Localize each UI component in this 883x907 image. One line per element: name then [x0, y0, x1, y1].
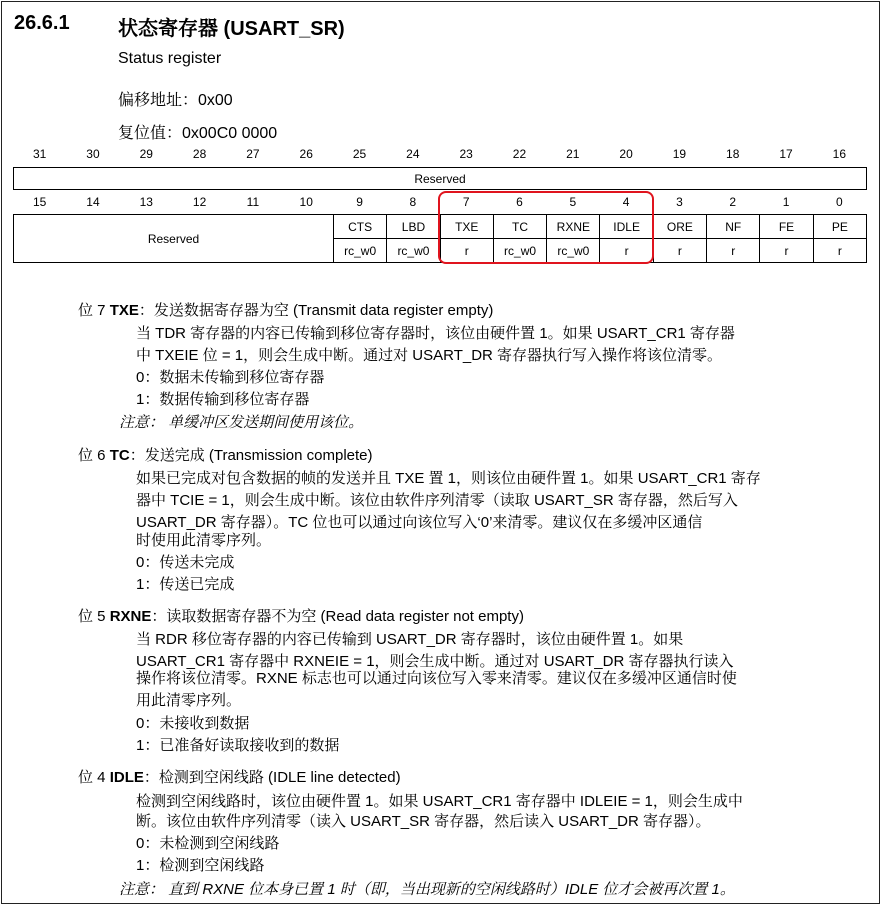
bit5-desc-line: 操作将该位清零。RXNE 标志也可以通过向该位写入零来清零。建议仅在多缓冲区通信时使	[136, 670, 737, 687]
bit7-value-0: 0：数据未传输到移位寄存器	[136, 369, 325, 386]
bit-number: 29	[139, 147, 153, 161]
field-name: TXE	[440, 215, 493, 239]
bit-number: 17	[779, 147, 793, 161]
bit4-desc-line: 断。该位由软件序列清零（读入 USART_SR 寄存器，然后读入 USART_DR 寄存器）。	[136, 813, 711, 830]
bit-number: 3	[676, 195, 683, 209]
register-subtitle: Status register	[118, 50, 222, 67]
offset-address: 偏移地址：0x00	[118, 92, 233, 109]
section-title: 状态寄存器 (USART_SR)	[118, 18, 345, 40]
bit-number: 16	[832, 147, 847, 161]
field-access: r	[813, 239, 866, 263]
bit5-value-1: 1：已准备好读取接收到的数据	[136, 737, 340, 754]
bit-number: 8	[409, 195, 417, 209]
bit-number: 1	[782, 195, 790, 209]
bit7-desc-line: 中 TXEIE 位 = 1，则会生成中断。通过对 USART_DR 寄存器执行写入操作将该位清零。	[136, 347, 723, 364]
bit5-value-0: 0：未接收到数据	[136, 715, 250, 732]
bit6-desc-line: 时使用此清零序列。	[136, 532, 272, 549]
bit-number: 4	[622, 195, 630, 209]
field-access: rc_w0	[493, 239, 546, 263]
bit6-value-1: 1：传送已完成	[136, 576, 235, 593]
bit-number: 2	[729, 195, 737, 209]
bit4-note: 注意： 直到 RXNE 位本身已置 1 时（即，当出现新的空闲线路时）IDLE 位才会被再次置 1。	[119, 881, 735, 898]
bit-number: 31	[32, 147, 47, 161]
bit-number: 27	[246, 147, 260, 161]
reserved-cell-low: Reserved	[14, 215, 334, 263]
bit-number: 25	[352, 147, 367, 161]
field-access: rc_w0	[334, 239, 387, 263]
field-access: r	[707, 239, 760, 263]
field-access: r	[653, 239, 706, 263]
field-access: r	[600, 239, 653, 263]
bit-number: 26	[299, 147, 313, 161]
field-name: CTS	[334, 215, 387, 239]
bit-number: 15	[32, 195, 47, 209]
field-access: rc_w0	[547, 239, 600, 263]
bit-number: 7	[462, 195, 470, 209]
bit7-desc-line: 当 TDR 寄存器的内容已传输到移位寄存器时，该位由硬件置 1。如果 USART_CR1 寄存器	[136, 325, 735, 342]
section-number: 26.6.1	[14, 12, 70, 34]
bit4-heading: 位 4 IDLE：检测到空闲线路 (IDLE line detected)	[78, 769, 401, 786]
bit7-value-1: 1：数据传输到移位寄存器	[136, 391, 310, 408]
field-access: r	[760, 239, 813, 263]
bit-number: 0	[836, 195, 843, 209]
bit6-heading: 位 6 TC：发送完成 (Transmission complete)	[78, 447, 373, 464]
field-access: r	[440, 239, 493, 263]
bit4-desc-line: 检测到空闲线路时，该位由硬件置 1。如果 USART_CR1 寄存器中 IDLEIE = 1，则会生成中	[136, 793, 743, 810]
bit7-note: 注意： 单缓冲区发送期间使用该位。	[119, 414, 364, 431]
bit-number: 13	[139, 195, 153, 209]
field-name: NF	[707, 215, 760, 239]
field-name: FE	[760, 215, 813, 239]
bit-number: 24	[406, 147, 420, 161]
bit-number: 11	[246, 195, 260, 209]
field-name: PE	[813, 215, 866, 239]
bit-number: 14	[86, 195, 100, 209]
register-table-high	[13, 167, 867, 190]
bit-number: 10	[299, 195, 313, 209]
reset-value: 复位值：0x00C0 0000	[118, 125, 278, 142]
bit5-desc-line: 用此清零序列。	[136, 692, 242, 709]
bit4-value-0: 0：未检测到空闲线路	[136, 835, 280, 852]
bit-number: 12	[192, 195, 207, 209]
bit-number: 19	[672, 147, 687, 161]
field-name: LBD	[387, 215, 440, 239]
bit-number: 5	[569, 195, 577, 209]
bit-number: 18	[726, 147, 740, 161]
bit-number: 23	[459, 147, 473, 161]
bit5-heading: 位 5 RXNE：读取数据寄存器不为空 (Read data register not empty)	[78, 608, 524, 625]
highlight-box	[438, 191, 654, 264]
bit-number: 28	[192, 147, 207, 161]
bit6-desc-line: USART_DR 寄存器）。TC 位也可以通过向该位写入‘0’来清零。建议仅在多缓冲区通信	[136, 514, 703, 531]
bit5-desc-line: 当 RDR 移位寄存器的内容已传输到 USART_DR 寄存器时，该位由硬件置 1。如果	[136, 631, 684, 648]
bit-number: 30	[86, 147, 100, 161]
bit5-desc-line: USART_CR1 寄存器中 RXNEIE = 1，则会生成中断。通过对 USART_DR 寄存器执行读入	[136, 653, 734, 670]
bit6-desc-line: 如果已完成对包含数据的帧的发送并且 TXE 置 1，则该位由硬件置 1。如果 USART_CR1 寄存	[136, 470, 761, 487]
bit6-desc-line: 器中 TCIE = 1，则会生成中断。该位由软件序列清零（读取 USART_SR 寄存器，然后写入	[136, 492, 738, 509]
bit-number: 9	[356, 195, 363, 209]
field-name: ORE	[653, 215, 706, 239]
bit-number: 20	[619, 147, 633, 161]
reserved-cell-high: Reserved	[14, 168, 867, 190]
field-access: rc_w0	[387, 239, 440, 263]
bit7-heading: 位 7 TXE：发送数据寄存器为空 (Transmit data register empty)	[78, 302, 494, 319]
bit-number: 6	[516, 195, 523, 209]
field-name: IDLE	[600, 215, 653, 239]
bit-numbers-high	[13, 147, 866, 161]
bit6-value-0: 0：传送未完成	[136, 554, 235, 571]
field-name: TC	[493, 215, 546, 239]
bit4-value-1: 1：检测到空闲线路	[136, 857, 265, 874]
field-name: RXNE	[547, 215, 600, 239]
bit-number: 21	[566, 147, 580, 161]
bit-number: 22	[512, 147, 527, 161]
